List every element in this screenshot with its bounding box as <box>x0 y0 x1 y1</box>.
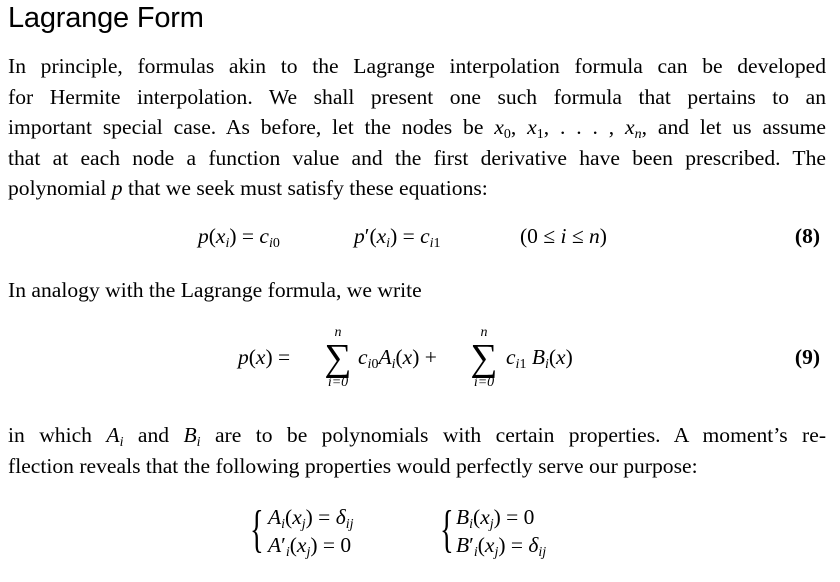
para1-line3: important special case. As before, let the nodes be $x_0$, $x_1$, . . . , $x_n$, and let us assume <box>8 115 827 142</box>
equation-9-term2: $c_{i1}$ $B_i(x)$ <box>506 345 573 372</box>
section-heading: Lagrange Form <box>8 2 204 34</box>
para2-line1: In analogy with the Lagrange formula, we write <box>8 278 422 302</box>
equation-8-range: (0 ≤ i ≤ n) <box>520 224 607 248</box>
equation-9-sum2: n ∑ i=0 <box>470 325 498 390</box>
para1-line4: that at each node a function value and the first derivative have been prescribed. The <box>8 145 826 170</box>
properties-B: $B_i(x_j) = 0$ $B'_i(x_j) = \delta_{ij}$ <box>456 505 547 560</box>
equation-9-term1: $c_{i0}A_i(x)$ + <box>358 345 437 372</box>
equation-8-part2: $p'(x_i) = c_{i1}$ <box>354 224 441 251</box>
equation-9-sum1: n ∑ i=0 <box>324 325 352 390</box>
para1-line2: for Hermite interpolation. We shall present one such formula that pertains to an <box>8 84 826 109</box>
equation-8-number: (8) <box>794 224 820 248</box>
paragraph-intro <box>8 51 826 204</box>
properties-A: $A_i(x_j) = \delta_{ij}$ $A'_i(x_j) = 0$ <box>268 505 354 560</box>
para1-line1: In principle, formulas akin to the Lagrange interpolation formula can be developed <box>8 54 826 78</box>
left-brace-b: { <box>440 501 454 558</box>
paragraph-properties <box>8 420 826 481</box>
para3-line2: flection reveals that the following properties would perfectly serve our purpose: <box>8 453 698 478</box>
para1-line5: polynomial p that we seek must satisfy these equations: <box>8 176 488 200</box>
equation-8-part1: $p(x_i) = c_{i0}$ <box>198 224 280 251</box>
equation-9-lhs: p(x) = <box>238 345 291 369</box>
paragraph-analogy <box>8 275 826 306</box>
equation-9-number: (9) <box>794 345 820 369</box>
para3-line1: in which $A_i$ and $B_i$ are to be polynomials with certain properties. A moment’s re- <box>8 423 827 450</box>
left-brace-a: { <box>250 501 264 558</box>
